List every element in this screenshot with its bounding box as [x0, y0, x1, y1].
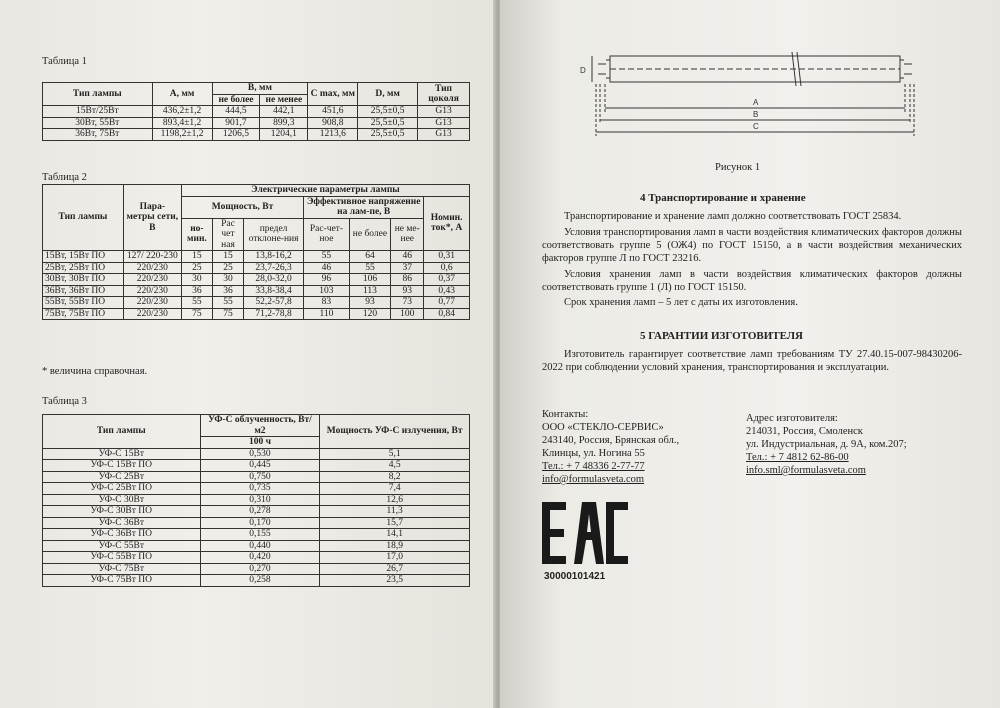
contacts-email-link[interactable]: info@formulasveta.com: [542, 474, 645, 485]
t2-h-vmax: не более: [349, 218, 390, 251]
table3-row: [43, 575, 470, 587]
table-cell: 13,8-16,2: [244, 251, 304, 263]
section4-title: 4 Транспортирование и хранение: [640, 192, 806, 204]
table2-row: [43, 262, 470, 274]
table-cell: 100: [391, 308, 424, 320]
s4-p2: Условия транспортирования ламп в части воздействия климатических факторов должны соответствовать группе 5 (ОЖ4) по ГОСТ 15150, а в части воздействия механических факторов группе Л по ГОСТ 23216.: [542, 227, 962, 264]
table2-note: * величина справочная.: [42, 366, 148, 377]
table1-body: [43, 106, 470, 141]
contacts-phone: Тел.: + 7 48336 2-77-77: [542, 461, 645, 472]
t1-h-a: A, мм: [152, 83, 212, 106]
table-cell: 5,1: [320, 448, 470, 460]
dim-label-d: D: [580, 66, 586, 75]
table-cell: G13: [418, 117, 470, 129]
manufacturer-line: ул. Индустриальная, д. 9А, ком.207;: [746, 439, 907, 450]
table-cell: 0,445: [200, 460, 320, 472]
table2: [42, 184, 470, 320]
table-cell: G13: [418, 129, 470, 141]
table2-row: [43, 251, 470, 263]
s5-p1: Изготовитель гарантирует соответствие ламп требованиям ТУ 27.40.15-007-98430206-2022 при соблюдении условий хранения, транспортирования и эксплуатации.: [542, 349, 962, 373]
table-cell: 64: [349, 251, 390, 263]
table-cell: 55: [304, 251, 350, 263]
table-cell: УФ-С 55Вт ПО: [43, 552, 201, 564]
s4-p4: Срок хранения ламп – 5 лет с даты их изготовления.: [564, 297, 798, 308]
table-cell: 17,0: [320, 552, 470, 564]
table-cell: 8,2: [320, 471, 470, 483]
table-cell: 15: [212, 251, 243, 263]
table-cell: 893,4±1,2: [152, 117, 212, 129]
table-cell: 0,278: [200, 506, 320, 518]
table-cell: 46: [304, 262, 350, 274]
contacts-line: Клинцы, ул. Ногина 55: [542, 448, 645, 459]
table3-caption: Таблица 3: [42, 396, 87, 407]
table-cell: 0,420: [200, 552, 320, 564]
table-cell: 30Вт, 30Вт ПО: [43, 274, 124, 286]
table-cell: 110: [304, 308, 350, 320]
table2-caption: Таблица 2: [42, 172, 87, 183]
table-cell: 0,31: [424, 251, 470, 263]
contacts-line: 243140, Россия, Брянская обл.,: [542, 435, 680, 446]
t2-h-type: Тип лампы: [43, 185, 124, 251]
t2-h-vcalc: Рас-чет-ное: [304, 218, 350, 251]
table-cell: 0,43: [424, 285, 470, 297]
figure-caption: Рисунок 1: [715, 162, 761, 173]
table-cell: 0,37: [424, 274, 470, 286]
t1-h-bmax: не более: [212, 94, 260, 106]
contacts-title: Контакты:: [542, 409, 589, 420]
table-cell: 0,84: [424, 308, 470, 320]
table3-row: [43, 517, 470, 529]
table1-row: [43, 129, 470, 141]
s4-p3: Условия хранения ламп в части воздействия климатических факторов должны соответствовать группе 1 (Л) по ГОСТ 15150.: [542, 269, 962, 293]
table-cell: УФ-С 75Вт: [43, 563, 201, 575]
table-cell: 23,5: [320, 575, 470, 587]
t1-h-type: Тип лампы: [43, 83, 153, 106]
table-cell: 30: [212, 274, 243, 286]
table-cell: 442,1: [260, 106, 308, 118]
table-cell: УФ-С 15Вт ПО: [43, 460, 201, 472]
table-cell: 0,750: [200, 471, 320, 483]
table-cell: 36: [181, 285, 212, 297]
eac-number: 30000101421: [544, 571, 606, 582]
table-cell: УФ-С 30Вт: [43, 494, 201, 506]
table-cell: 15,7: [320, 517, 470, 529]
table-cell: 220/230: [123, 262, 181, 274]
table-cell: 25: [181, 262, 212, 274]
table-cell: 25,5±0,5: [358, 117, 418, 129]
table3-row: [43, 448, 470, 460]
table-cell: 901,7: [212, 117, 260, 129]
t2-h-power: Мощность, Вт: [181, 196, 303, 218]
table-cell: УФ-С 75Вт ПО: [43, 575, 201, 587]
table2-row: [43, 274, 470, 286]
table-cell: УФ-С 15Вт: [43, 448, 201, 460]
table-cell: 0,270: [200, 563, 320, 575]
table-cell: 55Вт, 55Вт ПО: [43, 297, 124, 309]
t2-h-current: Номин. ток*, А: [424, 196, 470, 251]
table1-row: [43, 106, 470, 118]
table3-row: [43, 563, 470, 575]
table-cell: 36Вт, 36Вт ПО: [43, 285, 124, 297]
table-cell: 93: [349, 297, 390, 309]
manufacturer-email-link[interactable]: info.sml@formulasveta.com: [746, 465, 866, 476]
table-cell: 46: [391, 251, 424, 263]
table-cell: 0,440: [200, 540, 320, 552]
table3-row: [43, 460, 470, 472]
table-cell: 127/ 220-230: [123, 251, 181, 263]
table-cell: 106: [349, 274, 390, 286]
table-cell: 220/230: [123, 274, 181, 286]
table2-row: [43, 297, 470, 309]
left-page: [0, 0, 495, 708]
table-cell: 220/230: [123, 297, 181, 309]
table-cell: 25: [212, 262, 243, 274]
table3-row: [43, 483, 470, 495]
table-cell: 23,7-26,3: [244, 262, 304, 274]
contacts-block: [542, 408, 679, 486]
section5-title: 5 ГАРАНТИИ ИЗГОТОВИТЕЛЯ: [640, 330, 803, 342]
table-cell: 1213,6: [308, 129, 358, 141]
t1-h-b: B, мм: [212, 83, 308, 95]
table-cell: 12,6: [320, 494, 470, 506]
manufacturer-title: Адрес изготовителя:: [746, 413, 838, 424]
table3-row: [43, 506, 470, 518]
table2-row: [43, 308, 470, 320]
table-cell: 908,8: [308, 117, 358, 129]
t1-h-bmin: не менее: [260, 94, 308, 106]
table-cell: 75: [181, 308, 212, 320]
t3-h-uv: УФ-С облученность, Вт/м2: [200, 415, 320, 437]
table-cell: 0,310: [200, 494, 320, 506]
table-cell: 899,3: [260, 117, 308, 129]
table-cell: 28,0-32,0: [244, 274, 304, 286]
t2-h-calc: Рас чет ная: [212, 218, 243, 251]
table-cell: 75: [212, 308, 243, 320]
table-cell: 0,77: [424, 297, 470, 309]
table-cell: 14,1: [320, 529, 470, 541]
t1-h-cap: Тип цоколя: [418, 83, 470, 106]
t1-h-c: C max, мм: [308, 83, 358, 106]
table-cell: 93: [391, 285, 424, 297]
table-cell: 15: [181, 251, 212, 263]
table-cell: 96: [304, 274, 350, 286]
eac-logo: [540, 500, 632, 566]
table-cell: 71,2-78,8: [244, 308, 304, 320]
table-cell: 37: [391, 262, 424, 274]
t2-h-nom: но-мин.: [181, 218, 212, 251]
table-cell: 52,2-57,8: [244, 297, 304, 309]
table1: [42, 82, 470, 141]
table-cell: 220/230: [123, 285, 181, 297]
s4-p1: Транспортирование и хранение ламп должно соответствовать ГОСТ 25834.: [564, 211, 902, 222]
table-cell: G13: [418, 106, 470, 118]
table-cell: 113: [349, 285, 390, 297]
table-cell: 0,155: [200, 529, 320, 541]
table-cell: УФ-С 36Вт: [43, 517, 201, 529]
table1-caption: Таблица 1: [42, 56, 87, 67]
table-cell: 4,5: [320, 460, 470, 472]
contacts-line: ООО «СТЕКЛО-СЕРВИС»: [542, 422, 664, 433]
manufacturer-block: [746, 412, 907, 477]
table-cell: 1206,5: [212, 129, 260, 141]
table-cell: 25Вт, 25Вт ПО: [43, 262, 124, 274]
table-cell: УФ-С 25Вт: [43, 471, 201, 483]
table-cell: 120: [349, 308, 390, 320]
table2-row: [43, 285, 470, 297]
table-cell: 0,258: [200, 575, 320, 587]
table3-body: [43, 448, 470, 586]
dim-label-a: A: [753, 98, 759, 107]
t3-h-type: Тип лампы: [43, 415, 201, 449]
dim-label-c: C: [753, 122, 759, 131]
table3-row: [43, 552, 470, 564]
table-cell: 103: [304, 285, 350, 297]
table3-row: [43, 494, 470, 506]
table-cell: 73: [391, 297, 424, 309]
table-cell: 30Вт, 55Вт: [43, 117, 153, 129]
table-cell: 30: [181, 274, 212, 286]
table-cell: 33,8-38,4: [244, 285, 304, 297]
table-cell: УФ-С 25Вт ПО: [43, 483, 201, 495]
table-cell: 55: [349, 262, 390, 274]
table-cell: 75Вт, 75Вт ПО: [43, 308, 124, 320]
table-cell: УФ-С 30Вт ПО: [43, 506, 201, 518]
table-cell: 18,9: [320, 540, 470, 552]
table-cell: 25,5±0,5: [358, 129, 418, 141]
table3: [42, 414, 470, 587]
table1-row: [43, 117, 470, 129]
table-cell: 15Вт, 15Вт ПО: [43, 251, 124, 263]
t2-h-voltage: Эффективное напряжение на лам-пе, В: [304, 196, 424, 218]
lamp-drawing: [570, 40, 970, 145]
t2-h-net: Пара-метры сети, В: [123, 185, 181, 251]
table-cell: 55: [212, 297, 243, 309]
table-cell: 0,170: [200, 517, 320, 529]
table3-row: [43, 540, 470, 552]
manufacturer-phone: Тел.: + 7 4812 62-86-00: [746, 452, 849, 463]
table-cell: УФ-С 55Вт: [43, 540, 201, 552]
t2-h-el: Электрические параметры лампы: [181, 185, 469, 197]
table-cell: 1204,1: [260, 129, 308, 141]
table-cell: 25,5±0,5: [358, 106, 418, 118]
table-cell: 0,735: [200, 483, 320, 495]
table-cell: 7,4: [320, 483, 470, 495]
table-cell: 36: [212, 285, 243, 297]
table2-body: [43, 251, 470, 320]
table-cell: 1198,2±1,2: [152, 129, 212, 141]
t1-h-d: D, мм: [358, 83, 418, 106]
table3-row: [43, 529, 470, 541]
table-cell: 83: [304, 297, 350, 309]
table-cell: 36Вт, 75Вт: [43, 129, 153, 141]
table-cell: 86: [391, 274, 424, 286]
t2-h-vmin: не ме-нее: [391, 218, 424, 251]
dim-label-b: B: [753, 110, 759, 119]
table-cell: 436,2±1,2: [152, 106, 212, 118]
table-cell: 55: [181, 297, 212, 309]
table-cell: 220/230: [123, 308, 181, 320]
table-cell: 444,5: [212, 106, 260, 118]
table-cell: 0,6: [424, 262, 470, 274]
manufacturer-line: 214031, Россия, Смоленск: [746, 426, 863, 437]
table-cell: 26,7: [320, 563, 470, 575]
table3-row: [43, 471, 470, 483]
t2-h-dev: предел отклоне-ния: [244, 218, 304, 251]
table-cell: 451,6: [308, 106, 358, 118]
table-cell: 11,3: [320, 506, 470, 518]
t3-h-hours: 100 ч: [200, 437, 320, 449]
table-cell: УФ-С 36Вт ПО: [43, 529, 201, 541]
t3-h-power: Мощность УФ-С излучения, Вт: [320, 415, 470, 449]
table-cell: 0,530: [200, 448, 320, 460]
table-cell: 15Вт/25Вт: [43, 106, 153, 118]
right-page: [500, 0, 1000, 708]
